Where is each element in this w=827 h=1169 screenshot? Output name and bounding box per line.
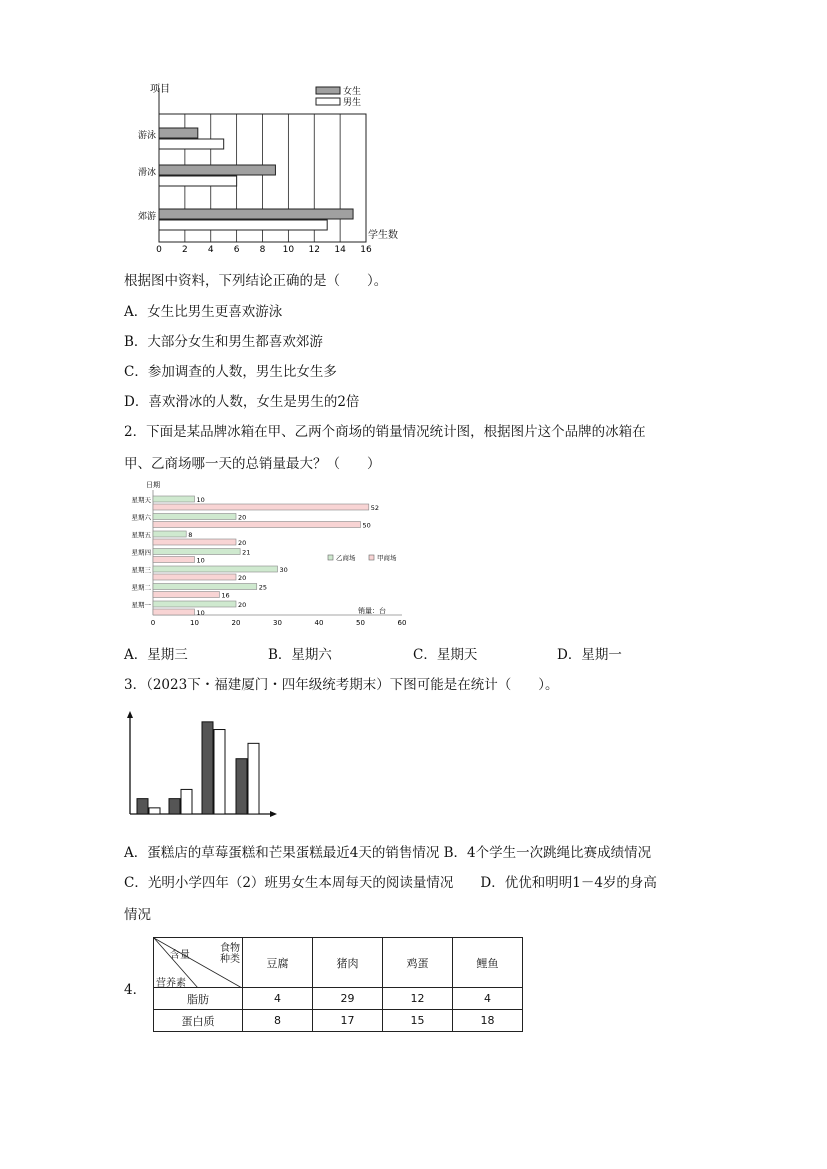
x-tick-label: 60 [397,619,407,627]
q1-option-d[interactable]: D．喜欢滑冰的人数，女生是男生的2倍 [124,394,360,410]
bar-甲商场 [153,592,219,598]
x-tick-label: 20 [231,619,241,627]
legend-label: 甲商场 [377,554,397,562]
bar-乙商场 [153,496,195,502]
data-label: 10 [196,609,205,617]
q2-stem-line2: 甲、乙商场哪一天的总销量最大？（ ） [124,456,381,472]
header-top2: 种类 [220,954,240,965]
x-axis-arrow [270,811,277,817]
col-header: 猪肉 [313,938,383,988]
table-cell: 17 [313,1010,383,1032]
bar-乙商场 [153,549,240,555]
bar [137,799,148,814]
col-header: 鸡蛋 [383,938,453,988]
table-cell: 29 [313,988,383,1010]
y-axis-arrow [127,711,133,718]
q2-chart [120,478,420,634]
data-label: 10 [196,496,205,504]
bar [181,789,192,814]
x-tick-label: 16 [360,245,372,255]
bar-男生 [159,220,327,230]
x-tick-label: 40 [314,619,324,627]
x-tick-label: 8 [259,245,266,255]
category-label: 郊游 [137,212,156,222]
x-tick-label: 50 [356,619,365,627]
q3-options-line3: 情况 [124,907,151,923]
category-label: 星期三 [131,566,151,574]
table-diagonal-header [154,938,243,988]
q1-option-a[interactable]: A．女生比男生更喜欢游泳 [124,304,283,320]
category-label: 滑冰 [137,168,156,178]
q4-number: 4． [124,982,147,998]
bar-乙商场 [153,566,278,572]
header-bottom: 营养素 [156,978,186,989]
bar [236,759,247,814]
bar-甲商场 [153,504,369,510]
q1-y-axis-label: 项目 [150,84,170,95]
bar-甲商场 [153,522,361,528]
q2-option-b[interactable]: B．星期六 [268,647,332,663]
q2-y-axis-label: 日期 [146,481,160,489]
q1-option-b[interactable]: B．大部分女生和男生都喜欢郊游 [124,334,323,350]
bar-甲商场 [153,574,236,580]
data-label: 8 [188,531,193,539]
bar-乙商场 [153,531,186,537]
bar-男生 [159,139,224,149]
x-tick-label: 0 [150,619,156,627]
row-label: 蛋白质 [154,1010,243,1032]
bar [169,799,180,814]
x-tick-label: 4 [207,245,214,255]
x-tick-label: 10 [190,619,199,627]
bar [202,722,213,814]
q2-option-d[interactable]: D．星期一 [557,647,622,663]
table-cell: 4 [453,988,523,1010]
q3-options-line1[interactable]: A．蛋糕店的草莓蛋糕和芒果蛋糕最近4天的销售情况 B．4个学生一次跳绳比赛成绩情况 [124,845,652,861]
table-cell: 8 [243,1010,313,1032]
row-label: 脂肪 [154,988,243,1010]
category-label: 星期天 [131,496,151,504]
bar [214,730,225,814]
bar-女生 [159,128,198,138]
q1-x-axis-label: 学生数 [368,230,398,241]
category-label: 星期一 [131,601,151,609]
table-row [154,988,523,1010]
bar-甲商场 [153,539,236,545]
header-top: 食物 [220,943,240,954]
legend-swatch [369,555,374,560]
legend-label: 乙商场 [336,554,356,562]
col-header: 豆腐 [243,938,313,988]
table-row [154,1010,523,1032]
bar-乙商场 [153,514,236,520]
legend-swatch [316,87,340,94]
q1-stem: 根据图中资料，下列结论正确的是（ ）。 [124,273,388,289]
table-cell: 4 [243,988,313,1010]
col-header: 鲤鱼 [453,938,523,988]
data-label: 20 [238,601,247,609]
category-label: 星期四 [131,548,151,557]
x-tick-label: 6 [233,245,240,255]
data-label: 25 [258,583,268,592]
table-cell: 12 [383,988,453,1010]
nutrition-table [153,937,523,1032]
table-cell: 15 [383,1010,453,1032]
legend-label: 男生 [343,98,362,108]
x-tick-label: 0 [156,245,162,255]
x-tick-label: 30 [273,619,282,627]
data-label: 50 [362,521,371,530]
table-cell: 18 [453,1010,523,1032]
data-label: 30 [279,566,288,574]
category-label: 星期二 [131,583,151,592]
bar-女生 [159,165,275,175]
bar-男生 [159,176,237,186]
bar [149,808,160,814]
bar-乙商场 [153,584,257,590]
x-tick-label: 14 [334,245,346,255]
q2-x-axis-label: 销量：台 [358,607,386,615]
q3-stem: 3．（2023下・福建厦门・四年级统考期末）下图可能是在统计（ ）。 [124,677,559,693]
category-label: 星期五 [131,531,151,539]
x-tick-label: 12 [308,245,320,255]
legend-swatch [328,555,333,560]
header-mid: 含量 [170,950,190,961]
q3-chart [120,710,285,822]
bar-甲商场 [153,609,195,615]
category-label: 星期六 [131,513,151,522]
q1-option-c[interactable]: C．参加调查的人数，男生比女生多 [124,364,337,380]
q2-stem-line1: 2．下面是某品牌冰箱在甲、乙两个商场的销量情况统计图，根据图片这个品牌的冰箱在 [124,424,646,440]
x-tick-label: 10 [282,245,295,255]
data-label: 16 [221,591,230,600]
q2-option-a[interactable]: A．星期三 [124,647,188,663]
bar-甲商场 [153,557,195,563]
data-label: 20 [238,539,247,547]
data-label: 21 [242,548,251,557]
q2-option-c[interactable]: C．星期天 [413,647,478,663]
category-label: 游泳 [137,131,156,141]
q3-options-line2[interactable]: C．光明小学四年（2）班男女生本周每天的阅读量情况 D．优优和明明1－4岁的身高 [124,875,657,891]
x-tick-label: 2 [182,245,188,255]
legend-label: 女生 [343,87,362,97]
data-label: 52 [370,504,380,512]
data-label: 20 [238,574,247,582]
legend-swatch [316,98,340,105]
data-label: 10 [196,556,205,565]
data-label: 20 [238,513,247,522]
q1-chart [128,80,408,260]
bar-女生 [159,209,353,219]
bar [248,743,259,814]
bar-乙商场 [153,601,236,607]
